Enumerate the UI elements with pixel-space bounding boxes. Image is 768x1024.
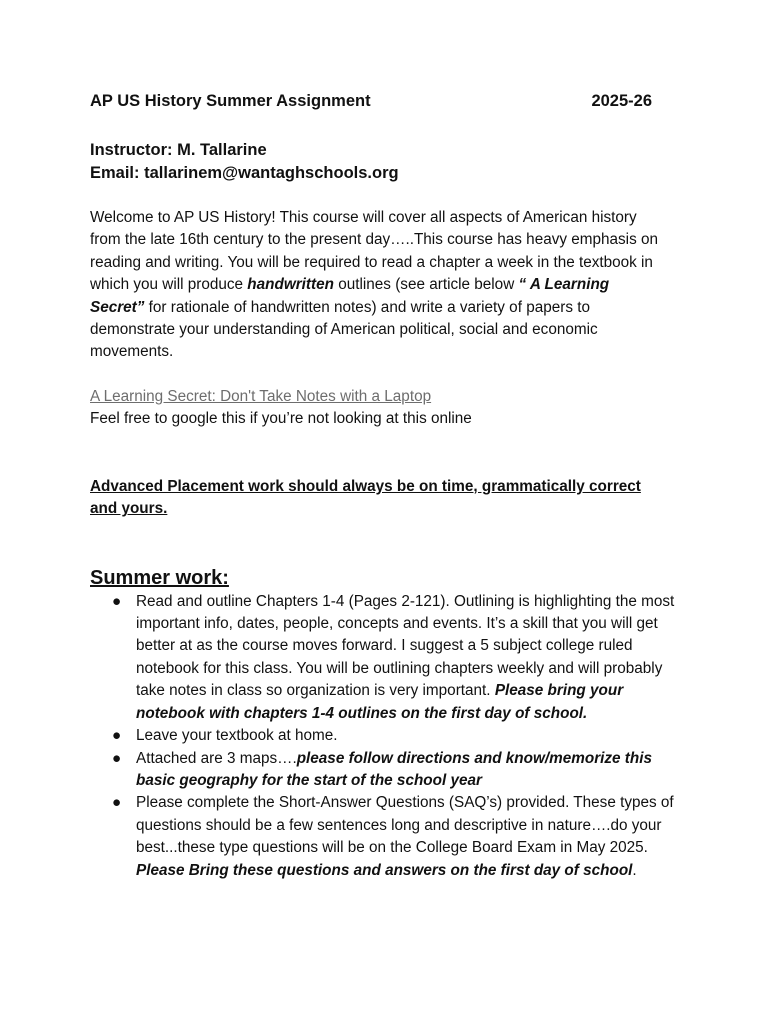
- document-title: AP US History Summer Assignment: [90, 92, 371, 110]
- bullet-icon: ●: [112, 749, 122, 767]
- instructor-block: [90, 139, 690, 185]
- bullet-icon: ●: [112, 794, 122, 812]
- list-item: [90, 591, 680, 725]
- article-link-line: [90, 386, 690, 408]
- bullet-icon: ●: [112, 592, 122, 610]
- article-reference: “ A Learning Secret”: [90, 276, 610, 316]
- list-item: [90, 748, 680, 793]
- intro-text-3: for rationale of handwritten notes) and write a variety of papers to demonstrate your understanding of American political, social and economic movements.: [90, 298, 598, 361]
- list-item-emphasis: Please Bring these questions and answers on the first day of school: [136, 861, 633, 879]
- list-item-tail: .: [632, 861, 637, 879]
- list-item-text: Attached are 3 maps….: [136, 749, 297, 767]
- list-item-text: Read and outline Chapters 1-4 (Pages 2-121). Outlining is highlighting the most important info, dates, people, concepts and events. It’s a skill that you will get better at as the course moves forward. I suggest a 5 subject college ruled notebook for this class. You will be outlining chapters weekly and will probably take notes in class so organization is very important.: [136, 592, 675, 700]
- article-link[interactable]: A Learning Secret: Don't Take Notes with a Laptop: [90, 387, 432, 405]
- summer-work-heading: Summer work:: [90, 566, 229, 589]
- list-item: [90, 792, 680, 882]
- list-item-text: Please complete the Short-Answer Questions (SAQ’s) provided. These types of questions should be a few sentences long and descriptive in nature….do your best...these type questions will be on the College Board Exam in May 2025.: [136, 794, 674, 857]
- google-note: Feel free to google this if you’re not looking at this online: [90, 409, 472, 427]
- instructor-name: Instructor: M. Tallarine: [90, 141, 267, 159]
- title-row: [90, 90, 652, 112]
- bullet-icon: ●: [112, 727, 122, 745]
- school-year: 2025-26: [591, 92, 652, 110]
- summer-work-list: [90, 591, 680, 882]
- instructor-email: Email: tallarinem@wantaghschools.org: [90, 164, 399, 182]
- document-page: [90, 90, 690, 882]
- list-item: [90, 725, 680, 747]
- intro-text-1: Welcome to AP US History! This course will cover all aspects of American history from the late 16th century to the present day…..This course has heavy emphasis on reading and writing. You will be required to read a chapter a week in the textbook in which you will produce: [90, 209, 658, 294]
- list-item-text: Leave your textbook at home.: [136, 727, 338, 745]
- handwritten-emphasis: handwritten: [247, 276, 334, 294]
- list-item-emphasis: please follow directions and know/memorize this basic geography for the start of the school year: [136, 749, 653, 789]
- intro-paragraph: [90, 207, 660, 364]
- ap-policy-note: Advanced Placement work should always be on time, grammatically correct and yours.: [90, 477, 641, 518]
- intro-text-2: outlines (see article below: [333, 276, 519, 294]
- list-item-emphasis: Please bring your notebook with chapters 1-4 outlines on the first day of school.: [136, 682, 624, 722]
